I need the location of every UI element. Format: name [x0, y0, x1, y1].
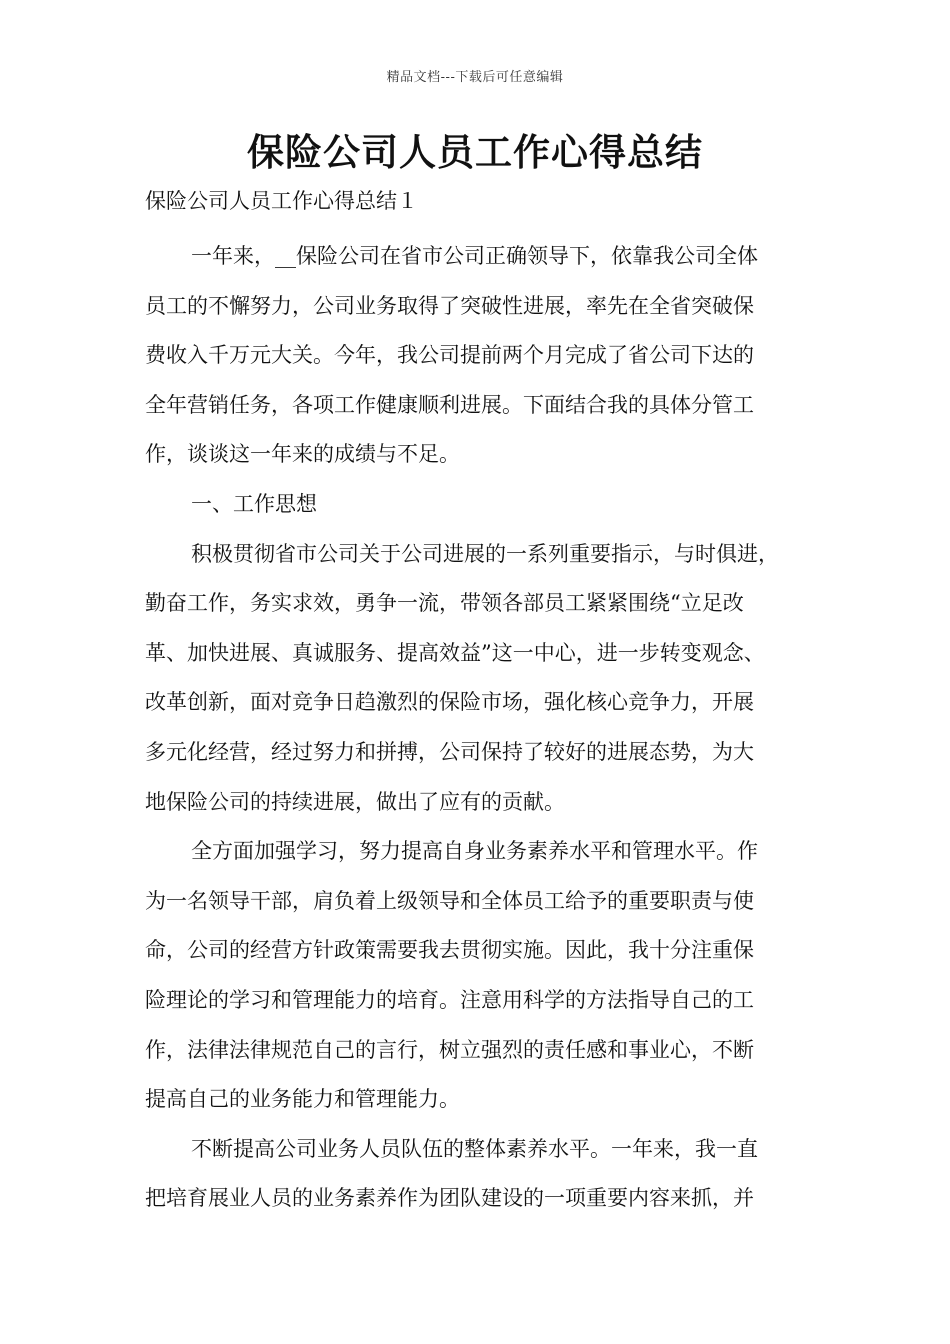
document-body: [145, 232, 817, 1224]
text-line: 改革创新，面对竞争日趋激烈的保险市场，强化核心竞争力，开展: [145, 690, 754, 715]
text-line: 地保险公司的持续进展，做出了应有的贡献。: [145, 789, 565, 814]
text-line: 多元化经营，经过努力和拼搏，公司保持了较好的进展态势，为大: [145, 739, 754, 764]
paragraph: [145, 1125, 817, 1224]
text-line: 员工的不懈努力，公司业务取得了突破性进展，率先在全省突破保: [145, 293, 754, 318]
document-title: 保险公司人员工作心得总结: [247, 130, 703, 174]
text-line: 勤奋工作，务实求效，勇争一流，带领各部员工紧紧围绕“立足改: [145, 591, 744, 616]
text-line: 提高自己的业务能力和管理能力。: [145, 1087, 460, 1112]
text-line: 作，谈谈这一年来的成绩与不足。: [145, 442, 460, 467]
text-line: 全方面加强学习，努力提高自身业务素养水平和管理水平。作: [191, 839, 758, 864]
text-line: 作，法律法律规范自己的言行，树立强烈的责任感和事业心，不断: [145, 1037, 754, 1062]
text-line: 一年来，__保险公司在省市公司正确领导下，依靠我公司全体: [191, 244, 758, 268]
document-subtitle: 保险公司人员工作心得总结１: [145, 189, 418, 213]
section-heading: [145, 480, 817, 530]
text-line: 为一名领导干部，肩负着上级领导和全体员工给予的重要职责与使: [145, 888, 754, 913]
text-line: 险理论的学习和管理能力的培育。注意用科学的方法指导自己的工: [145, 987, 754, 1012]
text-line: 积极贯彻省市公司关于公司进展的一系列重要指示，与时俱进，: [191, 541, 779, 566]
paragraph: [145, 827, 817, 1125]
text-line: 命，公司的经营方针政策需要我去贯彻实施。因此，我十分注重保: [145, 938, 754, 963]
text-line: 革、加快进展、真诚服务、提高效益”这一中心，进一步转变观念、: [145, 640, 765, 665]
text-line: 全年营销任务，各项工作健康顺利进展。下面结合我的具体分管工: [145, 392, 754, 417]
header-note: 精品文档---下载后可任意编辑: [386, 70, 564, 85]
paragraph: [145, 232, 817, 480]
text-line: 把培育展业人员的业务素养作为团队建设的一项重要内容来抓，并: [145, 1186, 754, 1211]
text-line: 费收入千万元大关。今年，我公司提前两个月完成了省公司下达的: [145, 343, 754, 368]
text-line: 不断提高公司业务人员队伍的整体素养水平。一年来，我一直: [191, 1136, 758, 1161]
text-line: 一、工作思想: [191, 491, 317, 516]
paragraph: [145, 530, 817, 828]
